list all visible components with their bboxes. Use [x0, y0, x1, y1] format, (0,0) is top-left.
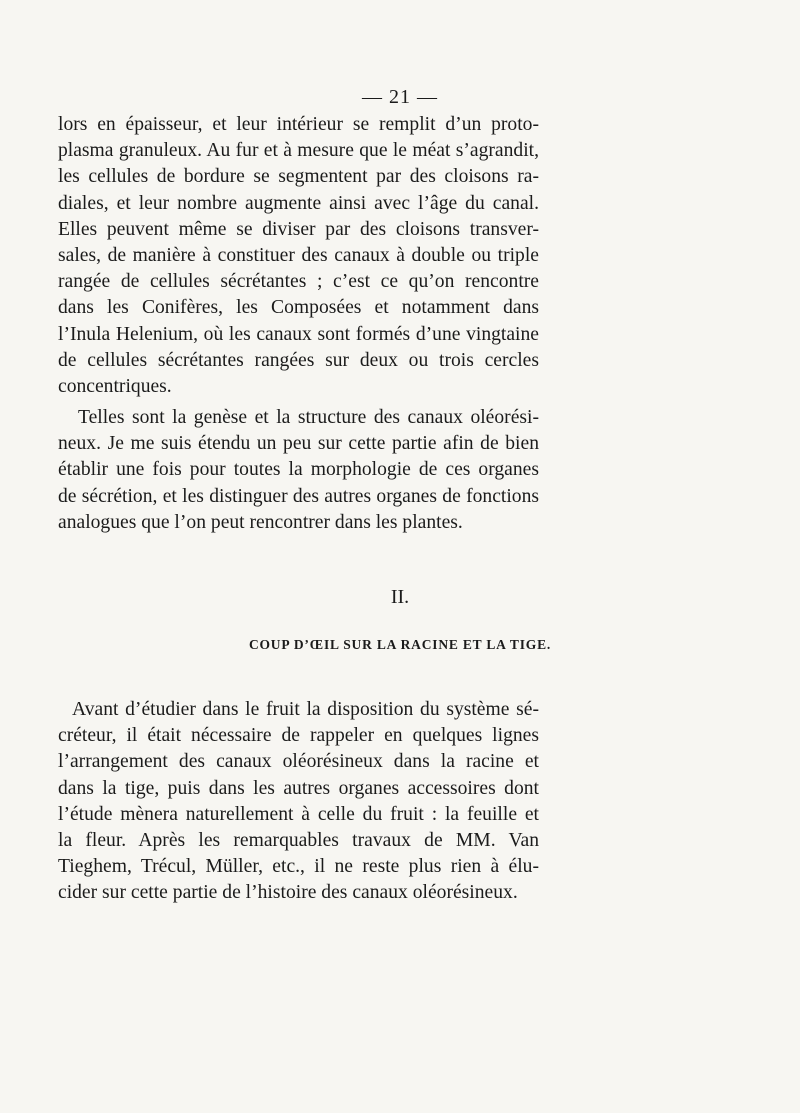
text-line: de sécrétion, et les distinguer des autres organes de fonctions	[58, 485, 539, 507]
text-line: les cellules de bordure se segmentent par des cloisons ra-	[58, 166, 539, 188]
paragraph	[58, 697, 539, 907]
text-line: dans la tige, puis dans les autres organes accessoires dont	[58, 777, 539, 799]
text-line: concentriques.	[58, 375, 172, 397]
text-line: l’arrangement des canaux oléorésineux dans la racine et	[58, 751, 539, 773]
text-line: plasma granuleux. Au fur et à mesure que le méat s’agrandit,	[58, 140, 539, 162]
text-line: la fleur. Après les remarquables travaux de MM. Van	[58, 829, 539, 851]
text-line: Elles peuvent même se diviser par des cloisons transver-	[58, 218, 539, 240]
text-line: dans les Conifères, les Composées et notamment dans	[58, 297, 539, 319]
paragraph	[58, 112, 539, 400]
paragraph	[58, 405, 539, 536]
text-line: cider sur cette partie de l’histoire des canaux oléorésineux.	[58, 882, 518, 904]
text-line: Avant d’étudier dans le fruit la disposition du système sé-	[72, 699, 539, 720]
text-line: créteur, il était nécessaire de rappeler en quelques lignes	[58, 725, 539, 747]
section-title: COUP D’ŒIL SUR LA RACINE ET LA TIGE.	[248, 637, 552, 652]
page-number: — 21 —	[362, 86, 438, 108]
section-number: II.	[390, 586, 410, 608]
text-line: lors en épaisseur, et leur intérieur se remplit d’un proto-	[58, 114, 539, 135]
text-line: sales, de manière à constituer des canaux à double ou triple	[58, 244, 539, 266]
text-line: Tieghem, Trécul, Müller, etc., il ne reste plus rien à élu-	[58, 856, 539, 878]
text-line: analogues que l’on peut rencontrer dans les plantes.	[58, 511, 463, 533]
text-line: neux. Je me suis étendu un peu sur cette partie afin de bien	[58, 433, 539, 455]
text-line: établir une fois pour toutes la morphologie de ces organes	[58, 459, 539, 481]
text-line: l’étude mènera naturellement à celle du fruit : la feuille et	[58, 803, 539, 825]
text-line: Telles sont la genèse et la structure des canaux oléorési-	[78, 407, 539, 428]
text-line: l’Inula Helenium, où les canaux sont formés d’une vingtaine	[58, 323, 539, 345]
text-line: de cellules sécrétantes rangées sur deux ou trois cercles	[58, 349, 539, 371]
text-line: diales, et leur nombre augmente ainsi avec l’âge du canal.	[58, 192, 539, 214]
text-line: rangée de cellules sécrétantes ; c’est ce qu’on rencontre	[58, 271, 539, 293]
